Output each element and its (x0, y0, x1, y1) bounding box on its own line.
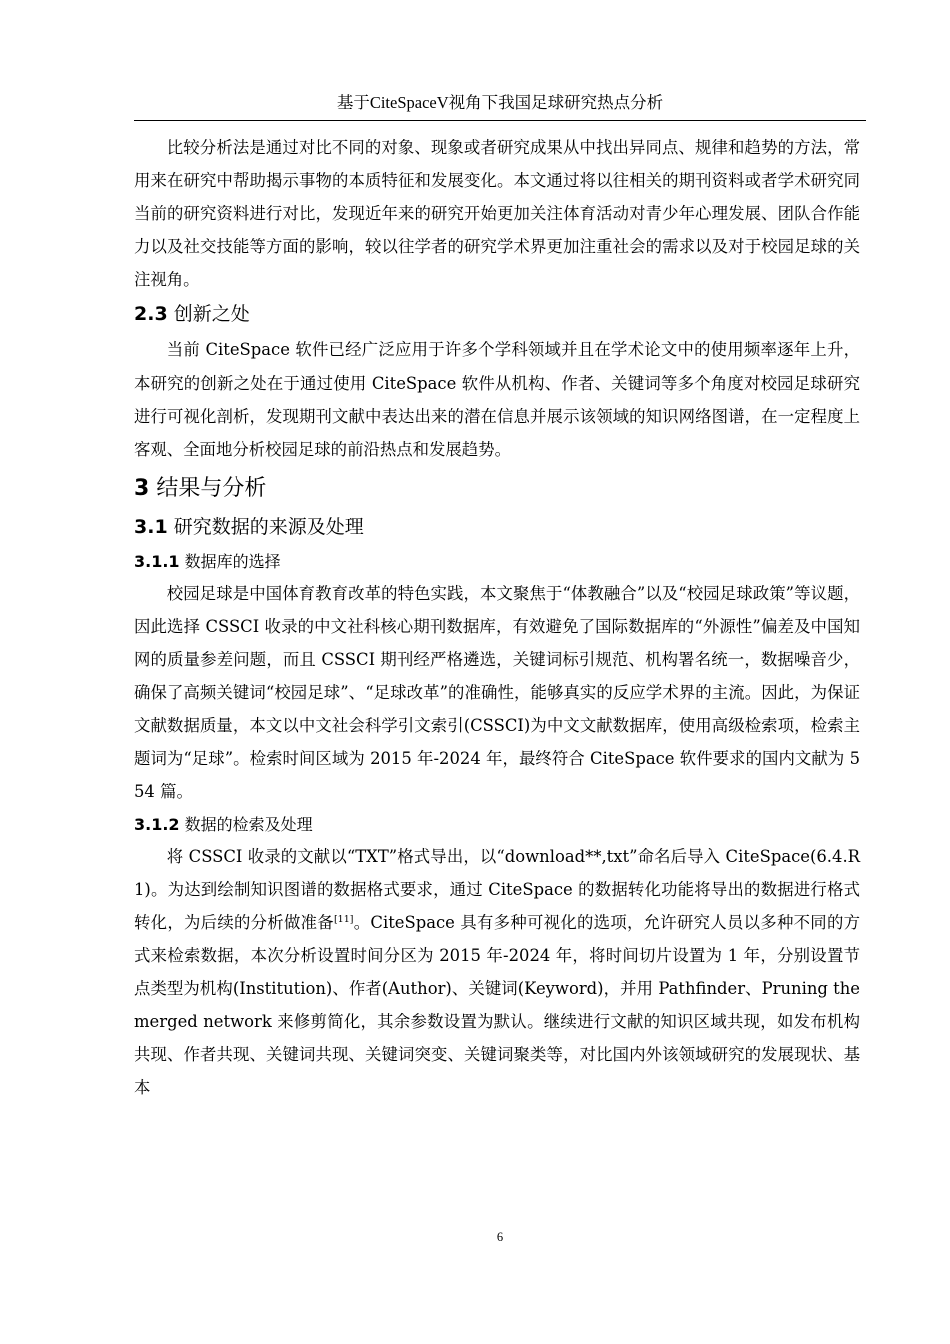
citation-reference[interactable]: [11] (333, 913, 354, 925)
heading-text: 数据库的选择 (184, 551, 281, 571)
heading-text: 创新之处 (173, 303, 250, 326)
paragraph-data-retrieval (134, 840, 860, 1105)
paragraph-text: 将 CSSCI 收录的文献以“TXT”格式导出，以“download**,txt”命名后导入 CiteSpace(6.4.R1)。为达到绘制知识图谱的数据格式要求，通过 CiteSpace 的数据转化功能将导出的数据进行格式转化，为后续的分析做准备 (134, 846, 860, 932)
paragraph-text: 。CiteSpace 具有多种可视化的选项，允许研究人员以多种不同的方式来检索数据，本次分析设置时间分区为 2015 年-2024 年，将时间切片设置为 1 年，分别设置节点类型为机构(Institution)、作者(Author)、关键词(Keyword)，并用 Pathfinder、Pruning the merged network 来修剪简化，其余参数设置为默认。继续进行文献的知识区域共现，如发布机构共现、作者共现、关键词共现、关键词突变、关键词聚类等，对比国内外该领域研究的发展现状、基本 (134, 912, 860, 1098)
heading-number: 3 (134, 475, 150, 501)
heading-text: 研究数据的来源及处理 (173, 515, 364, 538)
page-number: 6 (496, 1230, 504, 1244)
paragraph-database-selection: 校园足球是中国体育教育改革的特色实践，本文聚焦于“体教融合”以及“校园足球政策”等议题，因此选择 CSSCI 收录的中文社科核心期刊数据库，有效避免了国际数据库的“外源性”偏差及中国知网的质量参差问题，而且 CSSCI 期刊经严格遴选，关键词标引规范、机构署名统一，数据噪音少，确保了高频关键词“校园足球”、“足球改革”的准确性，能够真实的反应学术界的主流。因此，为保证文献数据质量，本文以中文社会科学引文索引(CSSCI)为中文文献数据库，使用高级检索项，检索主题词为“足球”。检索时间区域为 2015 年-2024 年，最终符合 CiteSpace 软件要求的国内文献为 554 篇。 (134, 583, 860, 802)
paragraph-comparative-analysis: 比较分析法是通过对比不同的对象、现象或者研究成果从中找出异同点、规律和趋势的方法，常用来在研究中帮助揭示事物的本质特征和发展变化。本文通过将以往相关的期刊资料或者学术研究同当前的研究资料进行对比，发现近年来的研究开始更加关注体育活动对青少年心理发展、团队合作能力以及社交技能等方面的影响，较以往学者的研究学术界更加注重社会的需求以及对于校园足球的关注视角。 (134, 138, 860, 290)
header-rule (134, 120, 866, 121)
heading-number: 3.1.1 (134, 551, 180, 571)
heading-3 (134, 468, 860, 509)
heading-3-1 (134, 509, 860, 546)
page-body (134, 131, 860, 1104)
running-header: 基于CiteSpaceV视角下我国足球研究热点分析 (336, 93, 664, 112)
heading-3-1-1 (134, 546, 860, 577)
heading-number: 2.3 (134, 303, 168, 326)
heading-number: 3.1.2 (134, 814, 180, 834)
heading-text: 数据的检索及处理 (184, 814, 313, 834)
heading-number: 3.1 (134, 515, 168, 538)
paragraph-innovation: 当前 CiteSpace 软件已经广泛应用于许多个学科领域并且在学术论文中的使用频率逐年上升，本研究的创新之处在于通过使用 CiteSpace 软件从机构、作者、关键词等多个角度对校园足球研究进行可视化剖析，发现期刊文献中表达出来的潜在信息并展示该领域的知识网络图谱，在一定程度上客观、全面地分析校园足球的前沿热点和发展趋势。 (134, 340, 860, 459)
heading-3-1-2 (134, 809, 860, 840)
heading-2-3 (134, 296, 860, 333)
heading-text: 结果与分析 (156, 475, 267, 501)
